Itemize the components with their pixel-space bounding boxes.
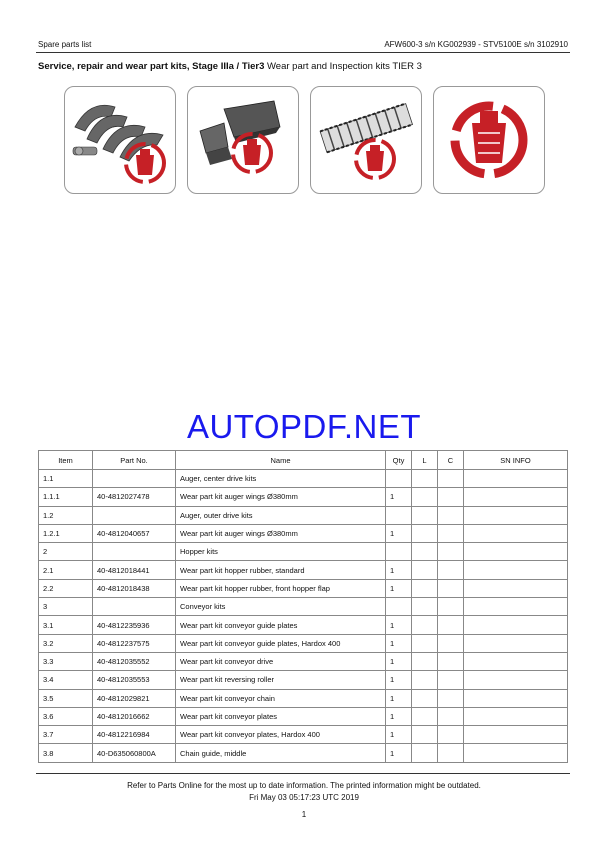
cell-name: Wear part kit auger wings Ø380mm bbox=[176, 488, 386, 506]
cell-sn-info bbox=[464, 707, 568, 725]
parts-table-body bbox=[39, 470, 568, 763]
cell-l bbox=[412, 616, 438, 634]
cell-sn-info bbox=[464, 744, 568, 762]
cell-l bbox=[412, 561, 438, 579]
cell-item: 1.2.1 bbox=[39, 524, 93, 542]
col-header-name: Name bbox=[176, 451, 386, 470]
col-header-item: Item bbox=[39, 451, 93, 470]
parts-table bbox=[38, 450, 568, 763]
cell-name: Wear part kit conveyor guide plates bbox=[176, 616, 386, 634]
cell-c bbox=[438, 652, 464, 670]
cell-l bbox=[412, 598, 438, 616]
cell-c bbox=[438, 579, 464, 597]
cell-qty: 1 bbox=[386, 726, 412, 744]
cell-qty: 1 bbox=[386, 561, 412, 579]
cell-item: 1.1 bbox=[39, 470, 93, 488]
cell-item: 3 bbox=[39, 598, 93, 616]
cell-c bbox=[438, 488, 464, 506]
cell-part-no: 40-4812237575 bbox=[93, 634, 176, 652]
col-header-c: C bbox=[438, 451, 464, 470]
table-row bbox=[39, 561, 568, 579]
cell-name: Hopper kits bbox=[176, 543, 386, 561]
cell-part-no: 40-4812035553 bbox=[93, 671, 176, 689]
cell-item: 3.1 bbox=[39, 616, 93, 634]
cell-part-no bbox=[93, 506, 176, 524]
cell-item: 3.6 bbox=[39, 707, 93, 725]
cell-item: 3.2 bbox=[39, 634, 93, 652]
table-row bbox=[39, 707, 568, 725]
cell-name: Wear part kit reversing roller bbox=[176, 671, 386, 689]
cell-name: Wear part kit conveyor guide plates, Hardox 400 bbox=[176, 634, 386, 652]
cell-qty: 1 bbox=[386, 488, 412, 506]
cell-c bbox=[438, 616, 464, 634]
table-row bbox=[39, 506, 568, 524]
table-row bbox=[39, 598, 568, 616]
cell-part-no: 40-4812016662 bbox=[93, 707, 176, 725]
cell-l bbox=[412, 579, 438, 597]
conveyor-chain-kit-icon bbox=[310, 86, 422, 194]
cell-l bbox=[412, 652, 438, 670]
header-doc-type: Spare parts list bbox=[38, 40, 92, 49]
table-row bbox=[39, 744, 568, 762]
cell-item: 2.1 bbox=[39, 561, 93, 579]
cell-name: Chain guide, middle bbox=[176, 744, 386, 762]
cell-c bbox=[438, 506, 464, 524]
cell-sn-info bbox=[464, 726, 568, 744]
cell-qty: 1 bbox=[386, 671, 412, 689]
cell-name: Wear part kit conveyor chain bbox=[176, 689, 386, 707]
auger-wings-kit-icon bbox=[64, 86, 176, 194]
cell-part-no: 40-4812029821 bbox=[93, 689, 176, 707]
cell-qty bbox=[386, 506, 412, 524]
table-row bbox=[39, 470, 568, 488]
title-bold-part: Service, repair and wear part kits, Stage IIIa / Tier3 bbox=[38, 61, 265, 72]
cell-part-no: 40-4812027478 bbox=[93, 488, 176, 506]
cell-c bbox=[438, 598, 464, 616]
cell-l bbox=[412, 506, 438, 524]
watermark-text: AUTOPDF.NET bbox=[186, 408, 422, 445]
cell-item: 2.2 bbox=[39, 579, 93, 597]
cell-part-no: 40-4812018441 bbox=[93, 561, 176, 579]
hopper-rubber-kit-icon bbox=[187, 86, 299, 194]
cell-sn-info bbox=[464, 652, 568, 670]
cell-l bbox=[412, 543, 438, 561]
cell-item: 3.3 bbox=[39, 652, 93, 670]
cell-qty: 1 bbox=[386, 652, 412, 670]
cell-qty: 1 bbox=[386, 524, 412, 542]
cell-qty: 1 bbox=[386, 616, 412, 634]
col-header-part-no: Part No. bbox=[93, 451, 176, 470]
cell-name: Conveyor kits bbox=[176, 598, 386, 616]
cell-l bbox=[412, 671, 438, 689]
cell-name: Wear part kit hopper rubber, standard bbox=[176, 561, 386, 579]
cell-part-no bbox=[93, 543, 176, 561]
col-header-sn-info: SN INFO bbox=[464, 451, 568, 470]
cell-sn-info bbox=[464, 470, 568, 488]
table-header-row bbox=[39, 451, 568, 470]
cell-c bbox=[438, 634, 464, 652]
page-title bbox=[38, 61, 422, 72]
col-header-qty: Qty bbox=[386, 451, 412, 470]
cell-part-no: 40-D635060800A bbox=[93, 744, 176, 762]
cell-part-no: 40-4812018438 bbox=[93, 579, 176, 597]
cell-item: 3.4 bbox=[39, 671, 93, 689]
page-number: 1 bbox=[301, 810, 307, 819]
cell-sn-info bbox=[464, 689, 568, 707]
cell-name: Auger, outer drive kits bbox=[176, 506, 386, 524]
cell-sn-info bbox=[464, 579, 568, 597]
cell-c bbox=[438, 726, 464, 744]
cell-sn-info bbox=[464, 561, 568, 579]
cell-qty: 1 bbox=[386, 689, 412, 707]
cell-c bbox=[438, 689, 464, 707]
cell-qty bbox=[386, 598, 412, 616]
table-row bbox=[39, 543, 568, 561]
cell-sn-info bbox=[464, 524, 568, 542]
cell-c bbox=[438, 470, 464, 488]
cell-name: Wear part kit conveyor drive bbox=[176, 652, 386, 670]
header-divider bbox=[36, 52, 570, 53]
cell-sn-info bbox=[464, 616, 568, 634]
cell-name: Wear part kit auger wings Ø380mm bbox=[176, 524, 386, 542]
cell-qty: 1 bbox=[386, 744, 412, 762]
table-row bbox=[39, 634, 568, 652]
cell-c bbox=[438, 543, 464, 561]
cell-qty bbox=[386, 543, 412, 561]
cell-name: Auger, center drive kits bbox=[176, 470, 386, 488]
title-normal-part: Wear part and Inspection kits TIER 3 bbox=[264, 61, 422, 72]
cell-item: 3.7 bbox=[39, 726, 93, 744]
cell-sn-info bbox=[464, 598, 568, 616]
cell-item: 3.8 bbox=[39, 744, 93, 762]
cell-item: 3.5 bbox=[39, 689, 93, 707]
cell-part-no: 40-4812035552 bbox=[93, 652, 176, 670]
table-row bbox=[39, 671, 568, 689]
footer-timestamp: Fri May 03 05:17:23 UTC 2019 bbox=[249, 793, 359, 802]
footer-divider bbox=[36, 773, 570, 774]
table-row bbox=[39, 689, 568, 707]
cell-sn-info bbox=[464, 488, 568, 506]
cell-l bbox=[412, 488, 438, 506]
cell-sn-info bbox=[464, 543, 568, 561]
cell-qty bbox=[386, 470, 412, 488]
cell-item: 1.2 bbox=[39, 506, 93, 524]
cell-sn-info bbox=[464, 634, 568, 652]
cell-part-no bbox=[93, 470, 176, 488]
col-header-l: L bbox=[412, 451, 438, 470]
cell-l bbox=[412, 744, 438, 762]
cell-c bbox=[438, 561, 464, 579]
cell-c bbox=[438, 707, 464, 725]
cell-name: Wear part kit conveyor plates, Hardox 400 bbox=[176, 726, 386, 744]
cell-name: Wear part kit conveyor plates bbox=[176, 707, 386, 725]
cell-l bbox=[412, 726, 438, 744]
cell-c bbox=[438, 524, 464, 542]
table-row bbox=[39, 524, 568, 542]
table-row bbox=[39, 579, 568, 597]
cell-l bbox=[412, 470, 438, 488]
cell-item: 2 bbox=[39, 543, 93, 561]
cell-l bbox=[412, 707, 438, 725]
cell-qty: 1 bbox=[386, 579, 412, 597]
cell-qty: 1 bbox=[386, 707, 412, 725]
cell-name: Wear part kit hopper rubber, front hopper flap bbox=[176, 579, 386, 597]
cell-c bbox=[438, 671, 464, 689]
cell-part-no: 40-4812235936 bbox=[93, 616, 176, 634]
cell-sn-info bbox=[464, 506, 568, 524]
cell-part-no bbox=[93, 598, 176, 616]
cell-part-no: 40-4812040657 bbox=[93, 524, 176, 542]
table-row bbox=[39, 616, 568, 634]
table-row bbox=[39, 726, 568, 744]
cell-item: 1.1.1 bbox=[39, 488, 93, 506]
cell-l bbox=[412, 524, 438, 542]
cell-part-no: 40-4812216984 bbox=[93, 726, 176, 744]
cell-c bbox=[438, 744, 464, 762]
cell-qty: 1 bbox=[386, 634, 412, 652]
cell-l bbox=[412, 689, 438, 707]
header-machine-info: AFW600-3 s/n KG002939 - STV5100E s/n 3102910 bbox=[384, 40, 568, 49]
table-row bbox=[39, 652, 568, 670]
table-row bbox=[39, 488, 568, 506]
inspection-kit-icon bbox=[433, 86, 545, 194]
footer-notice: Refer to Parts Online for the most up to date information. The printed information might be outdated. bbox=[127, 781, 481, 790]
cell-sn-info bbox=[464, 671, 568, 689]
cell-l bbox=[412, 634, 438, 652]
